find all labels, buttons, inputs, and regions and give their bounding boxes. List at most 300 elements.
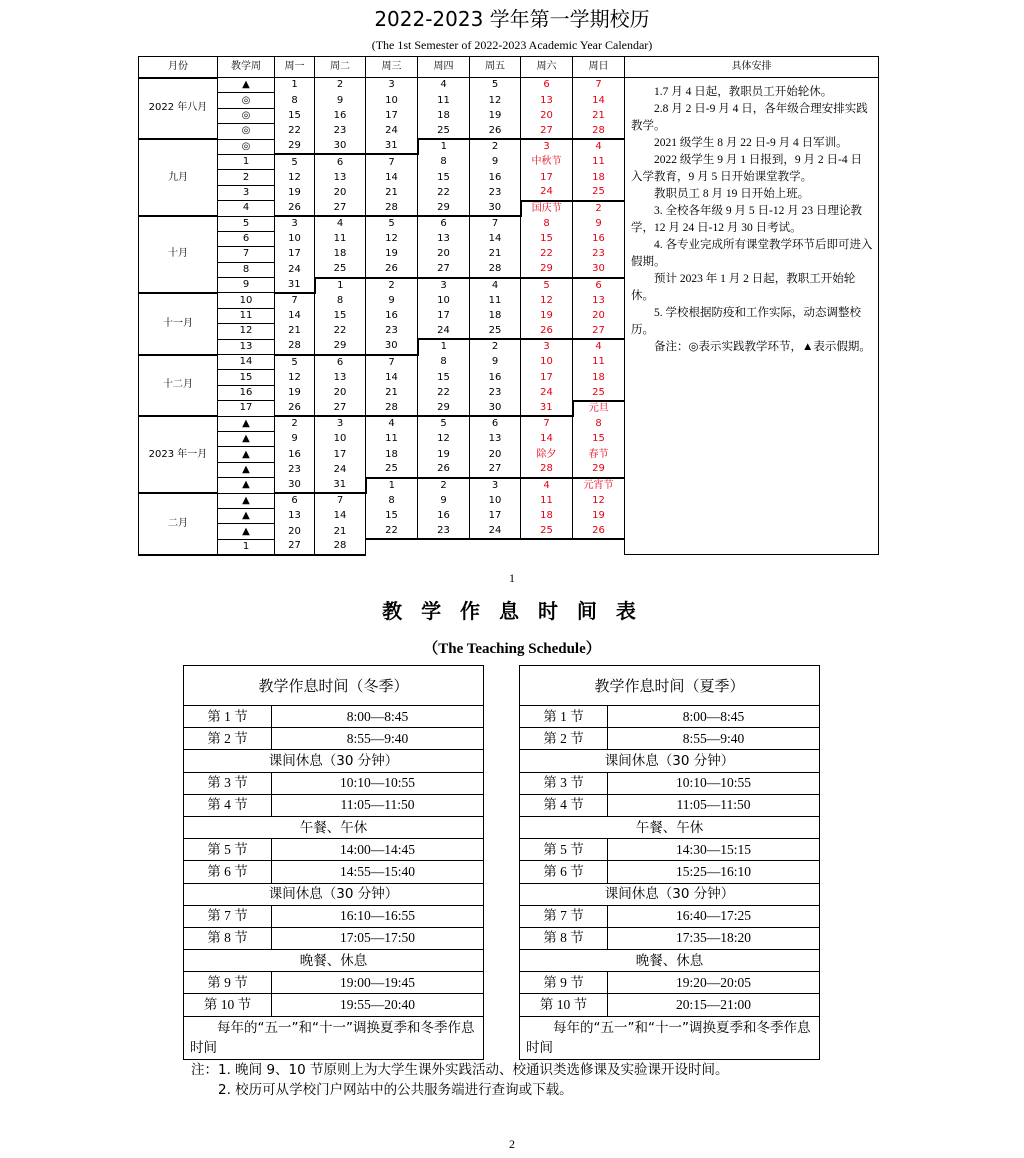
teaching-week: ▲ <box>218 416 275 431</box>
teaching-week: 4 <box>218 201 275 216</box>
teaching-week: 9 <box>218 278 275 293</box>
month-label: 十月 <box>139 216 218 293</box>
calendar-day: 28 <box>315 539 366 555</box>
calendar-day: 21 <box>470 247 521 262</box>
calendar-day: 17 <box>470 508 521 523</box>
schedule-row <box>520 816 820 838</box>
schedule-row <box>520 750 820 772</box>
teaching-week: ▲ <box>218 447 275 462</box>
calendar-day: 9 <box>573 216 625 231</box>
period-time: 20:15—21:00 <box>608 994 820 1016</box>
schedule-row <box>520 839 820 861</box>
calendar-day: 15 <box>418 370 470 385</box>
month-label: 2022 年八月 <box>139 78 218 140</box>
calendar-day: 3 <box>275 216 315 231</box>
calendar-day: 6 <box>418 216 470 231</box>
period-time: 16:10—16:55 <box>272 905 484 927</box>
schedule-title: 教 学 作 息 时 间 表 <box>382 599 642 623</box>
calendar-day: 20 <box>275 524 315 539</box>
schedule-row <box>184 794 484 816</box>
calendar-day: 8 <box>573 416 625 431</box>
schedule-row <box>520 861 820 883</box>
month-label: 十二月 <box>139 355 218 417</box>
calendar-day: 30 <box>573 262 625 277</box>
calendar-day: 21 <box>366 385 418 400</box>
calendar-day: 9 <box>315 93 366 108</box>
calendar-day: 13 <box>470 431 521 446</box>
calendar-header-row <box>139 57 879 78</box>
calendar-day: 16 <box>315 108 366 123</box>
calendar-day: 22 <box>275 124 315 139</box>
calendar-day: 28 <box>275 339 315 354</box>
break-label: 晚餐、休息 <box>184 950 484 972</box>
calendar-day: 3 <box>470 478 521 493</box>
calendar-day: 12 <box>366 231 418 246</box>
schedule-notes <box>191 1060 729 1100</box>
teaching-week: 2 <box>218 170 275 185</box>
calendar-day: 21 <box>275 324 315 339</box>
calendar-day: 6 <box>470 416 521 431</box>
calendar-day: 5 <box>366 216 418 231</box>
teaching-week: 1 <box>218 154 275 169</box>
calendar-day: 10 <box>366 93 418 108</box>
calendar-day: 19 <box>521 308 573 323</box>
calendar-day: 5 <box>418 416 470 431</box>
calendar-day: 22 <box>418 185 470 200</box>
calendar-day: 7 <box>366 355 418 370</box>
month-label: 十一月 <box>139 293 218 355</box>
calendar-day: 8 <box>366 493 418 508</box>
teaching-week: ◎ <box>218 93 275 108</box>
calendar-day: 除夕 <box>521 447 573 462</box>
calendar-day: 8 <box>521 216 573 231</box>
period-time: 11:05—11:50 <box>272 794 484 816</box>
calendar-day: 2 <box>470 339 521 354</box>
calendar-day: 16 <box>573 231 625 246</box>
arrangement-note: 3. 全校各年级 9 月 5 日-12 月 23 日理论教学，12 月 24 日-12 月 30 日考试。 <box>631 205 862 234</box>
calendar-day: 4 <box>470 278 521 293</box>
calendar-day: 20 <box>315 385 366 400</box>
calendar-day: 16 <box>366 308 418 323</box>
calendar-day: 23 <box>418 524 470 539</box>
calendar-day: 3 <box>521 339 573 354</box>
calendar-day: 18 <box>418 108 470 123</box>
calendar-day: 29 <box>275 139 315 154</box>
calendar-day: 24 <box>275 262 315 277</box>
calendar-day: 12 <box>275 170 315 185</box>
calendar-day: 15 <box>315 308 366 323</box>
calendar-day: 8 <box>418 355 470 370</box>
calendar-day: 16 <box>470 170 521 185</box>
period-time: 17:05—17:50 <box>272 927 484 949</box>
calendar-day: 17 <box>275 247 315 262</box>
calendar-day: 7 <box>366 154 418 169</box>
calendar-day: 15 <box>366 508 418 523</box>
calendar-day: 4 <box>573 139 625 154</box>
period-label: 第 9 节 <box>520 972 608 994</box>
calendar-day: 19 <box>573 508 625 523</box>
schedule-row <box>520 883 820 905</box>
teaching-week: 6 <box>218 231 275 246</box>
calendar-day: 30 <box>275 478 315 493</box>
calendar-day: 12 <box>521 293 573 308</box>
calendar-day: 25 <box>418 124 470 139</box>
calendar-day: 22 <box>315 324 366 339</box>
period-label: 第 9 节 <box>184 972 272 994</box>
calendar-day: 24 <box>418 324 470 339</box>
calendar-day: 25 <box>315 262 366 277</box>
schedule-row <box>184 950 484 972</box>
calendar-day: 11 <box>573 355 625 370</box>
calendar-day: 15 <box>573 431 625 446</box>
calendar-day: 2 <box>315 78 366 93</box>
calendar-day: 26 <box>366 262 418 277</box>
calendar-day: 27 <box>573 324 625 339</box>
period-time: 14:55—15:40 <box>272 861 484 883</box>
winter-schedule-table <box>183 665 484 1060</box>
calendar-day: 1 <box>366 478 418 493</box>
calendar-day: 24 <box>315 462 366 477</box>
teaching-week: 13 <box>218 339 275 354</box>
arrangement-note: 2.8 月 2 日-9 月 4 日，各年级合理安排实践教学。 <box>631 103 868 132</box>
period-label: 第 8 节 <box>520 927 608 949</box>
calendar-day: 11 <box>573 154 625 169</box>
schedule-row <box>184 706 484 728</box>
calendar-day: 4 <box>366 416 418 431</box>
calendar-day: 21 <box>573 108 625 123</box>
calendar-day: 14 <box>521 431 573 446</box>
schedule-subtitle: （The Teaching Schedule） <box>423 641 601 657</box>
calendar-day: 10 <box>315 431 366 446</box>
period-label: 第 5 节 <box>184 839 272 861</box>
calendar-day: 2 <box>366 278 418 293</box>
calendar-day: 26 <box>470 124 521 139</box>
calendar-day: 4 <box>521 478 573 493</box>
calendar-day: 23 <box>366 324 418 339</box>
period-time: 17:35—18:20 <box>608 927 820 949</box>
calendar-day: 20 <box>573 308 625 323</box>
calendar-day: 25 <box>573 185 625 200</box>
break-label: 课间休息（30 分钟） <box>184 750 484 772</box>
calendar-day: 13 <box>315 370 366 385</box>
calendar-header-cell: 周六 <box>521 57 573 78</box>
calendar-day <box>470 539 521 555</box>
calendar-day: 9 <box>418 493 470 508</box>
calendar-day: 31 <box>366 139 418 154</box>
calendar-day: 7 <box>315 493 366 508</box>
break-label: 课间休息（30 分钟） <box>520 883 820 905</box>
calendar-header-cell: 周日 <box>573 57 625 78</box>
period-label: 第 7 节 <box>520 905 608 927</box>
calendar-day: 22 <box>521 247 573 262</box>
calendar-day: 14 <box>275 308 315 323</box>
calendar-day <box>418 539 470 555</box>
calendar-day: 9 <box>470 154 521 169</box>
period-time: 14:30—15:15 <box>608 839 820 861</box>
calendar-day: 3 <box>418 278 470 293</box>
period-label: 第 4 节 <box>184 794 272 816</box>
calendar-day: 23 <box>315 124 366 139</box>
calendar-header-cell: 周四 <box>418 57 470 78</box>
calendar-day: 10 <box>275 231 315 246</box>
calendar-day: 25 <box>366 462 418 477</box>
period-time: 19:20—20:05 <box>608 972 820 994</box>
teaching-week: ▲ <box>218 78 275 93</box>
calendar-day: 25 <box>521 524 573 539</box>
schedule-note: 注：1. 晚间 9、10 节原则上为大学生课外实践活动、校通识类选修课及实验课开设时间。 <box>191 1062 729 1078</box>
schedule-row <box>520 905 820 927</box>
calendar-day: 13 <box>573 293 625 308</box>
calendar-day: 11 <box>315 231 366 246</box>
calendar-day: 1 <box>315 278 366 293</box>
schedule-row <box>520 972 820 994</box>
calendar-table <box>138 56 879 556</box>
break-label: 晚餐、休息 <box>520 950 820 972</box>
month-label: 2023 年一月 <box>139 416 218 493</box>
schedule-row <box>520 927 820 949</box>
calendar-header-cell: 教学周 <box>218 57 275 78</box>
calendar-day: 17 <box>366 108 418 123</box>
calendar-day: 27 <box>315 401 366 416</box>
calendar-header-cell: 具体安排 <box>625 57 879 78</box>
period-time: 15:25—16:10 <box>608 861 820 883</box>
calendar-day: 19 <box>275 185 315 200</box>
calendar-day: 4 <box>418 78 470 93</box>
calendar-day: 23 <box>470 185 521 200</box>
break-label: 课间休息（30 分钟） <box>184 883 484 905</box>
arrangement-note: 1.7 月 4 日起，教职员工开始轮休。 <box>654 86 833 98</box>
teaching-week: ▲ <box>218 431 275 446</box>
calendar-day: 18 <box>573 170 625 185</box>
calendar-day: 7 <box>521 416 573 431</box>
calendar-day: 30 <box>315 139 366 154</box>
period-label: 第 8 节 <box>184 927 272 949</box>
calendar-day: 13 <box>275 508 315 523</box>
calendar-day: 30 <box>470 401 521 416</box>
schedule-row <box>520 706 820 728</box>
teaching-week: ▲ <box>218 508 275 523</box>
calendar-day: 20 <box>470 447 521 462</box>
calendar-day: 6 <box>275 493 315 508</box>
schedule-season-title: 教学作息时间（冬季） <box>184 666 484 706</box>
period-time: 14:00—14:45 <box>272 839 484 861</box>
teaching-week: ▲ <box>218 524 275 539</box>
calendar-day: 9 <box>470 355 521 370</box>
calendar-day: 6 <box>315 154 366 169</box>
calendar-day: 30 <box>470 201 521 216</box>
period-label: 第 2 节 <box>184 728 272 750</box>
calendar-day: 1 <box>275 78 315 93</box>
schedule-row <box>184 905 484 927</box>
teaching-week: 7 <box>218 247 275 262</box>
calendar-day: 元宵节 <box>573 478 625 493</box>
calendar-day: 16 <box>275 447 315 462</box>
period-label: 第 3 节 <box>184 772 272 794</box>
calendar-day: 5 <box>521 278 573 293</box>
calendar-day: 9 <box>366 293 418 308</box>
schedule-row <box>184 927 484 949</box>
arrangement-note: 2022 级学生 9 月 1 日报到，9 月 2 日-4 日入学教育，9 月 5 日开始课堂教学。 <box>631 154 862 183</box>
calendar-day: 27 <box>418 262 470 277</box>
calendar-day: 6 <box>315 355 366 370</box>
calendar-day: 5 <box>275 154 315 169</box>
calendar-day: 19 <box>275 385 315 400</box>
page-number: 2 <box>509 1137 515 1151</box>
schedule-row <box>184 839 484 861</box>
calendar-day: 27 <box>521 124 573 139</box>
calendar-day: 1 <box>418 139 470 154</box>
calendar-day: 8 <box>315 293 366 308</box>
calendar-subtitle: (The 1st Semester of 2022-2023 Academic Year Calendar) <box>371 38 653 52</box>
calendar-day: 2 <box>275 416 315 431</box>
calendar-day: 25 <box>470 324 521 339</box>
calendar-day: 3 <box>366 78 418 93</box>
calendar-day: 26 <box>521 324 573 339</box>
period-label: 第 6 节 <box>520 861 608 883</box>
calendar-day: 31 <box>275 278 315 293</box>
calendar-day: 18 <box>521 508 573 523</box>
calendar-day: 11 <box>366 431 418 446</box>
calendar-day: 22 <box>418 385 470 400</box>
calendar-day: 21 <box>366 185 418 200</box>
calendar-day: 12 <box>573 493 625 508</box>
calendar-day: 29 <box>573 462 625 477</box>
period-label: 第 1 节 <box>184 706 272 728</box>
calendar-day: 24 <box>521 385 573 400</box>
period-label: 第 4 节 <box>520 794 608 816</box>
schedule-row <box>184 883 484 905</box>
teaching-week: 8 <box>218 262 275 277</box>
calendar-day: 19 <box>366 247 418 262</box>
calendar-day <box>366 539 418 555</box>
period-time: 19:00—19:45 <box>272 972 484 994</box>
teaching-week: ◎ <box>218 124 275 139</box>
arrangement-note: 4. 各专业完成所有课堂教学环节后即可进入假期。 <box>631 239 873 268</box>
arrangement-note: 备注：◎表示实践教学环节，▲表示假期。 <box>654 341 871 353</box>
calendar-day: 10 <box>418 293 470 308</box>
calendar-day: 17 <box>521 370 573 385</box>
calendar-day: 19 <box>418 447 470 462</box>
teaching-week: 3 <box>218 185 275 200</box>
period-label: 第 5 节 <box>520 839 608 861</box>
calendar-day: 26 <box>275 401 315 416</box>
calendar-day: 29 <box>418 401 470 416</box>
calendar-day: 5 <box>275 355 315 370</box>
calendar-day: 28 <box>521 462 573 477</box>
calendar-row <box>139 78 879 93</box>
period-label: 第 2 节 <box>520 728 608 750</box>
calendar-day: 23 <box>470 385 521 400</box>
calendar-day: 24 <box>470 524 521 539</box>
calendar-day: 11 <box>470 293 521 308</box>
schedule-row <box>520 950 820 972</box>
month-label: 二月 <box>139 493 218 555</box>
period-time: 11:05—11:50 <box>608 794 820 816</box>
calendar-day: 2 <box>470 139 521 154</box>
teaching-week: ◎ <box>218 108 275 123</box>
calendar-title: 2022-2023 学年第一学期校历 <box>374 7 650 31</box>
period-time: 8:55—9:40 <box>608 728 820 750</box>
calendar-day: 6 <box>521 78 573 93</box>
arrangement-note: 2021 级学生 8 月 22 日-9 月 4 日军训。 <box>654 137 848 149</box>
calendar-day: 28 <box>573 124 625 139</box>
calendar-day: 18 <box>315 247 366 262</box>
calendar-day: 26 <box>275 201 315 216</box>
schedule-row <box>184 816 484 838</box>
calendar-day: 14 <box>573 93 625 108</box>
period-label: 第 3 节 <box>520 772 608 794</box>
period-label: 第 1 节 <box>520 706 608 728</box>
calendar-day: 国庆节 <box>521 201 573 216</box>
calendar-day: 29 <box>418 201 470 216</box>
calendar-day: 31 <box>315 478 366 493</box>
calendar-day: 29 <box>521 262 573 277</box>
calendar-day: 6 <box>573 278 625 293</box>
calendar-day: 27 <box>315 201 366 216</box>
calendar-day: 20 <box>418 247 470 262</box>
arrangement-note: 预计 2023 年 1 月 2 日起，教职工开始轮休。 <box>631 273 856 302</box>
calendar-day: 5 <box>470 78 521 93</box>
schedule-row <box>184 994 484 1016</box>
teaching-week: 16 <box>218 385 275 400</box>
period-label: 第 10 节 <box>520 994 608 1016</box>
teaching-week: 1 <box>218 539 275 555</box>
calendar-day: 4 <box>573 339 625 354</box>
calendar-day: 13 <box>418 231 470 246</box>
calendar-day: 12 <box>470 93 521 108</box>
calendar-day: 24 <box>366 124 418 139</box>
calendar-day: 19 <box>470 108 521 123</box>
period-time: 16:40—17:25 <box>608 905 820 927</box>
calendar-header-cell: 周三 <box>366 57 418 78</box>
calendar-day: 25 <box>573 385 625 400</box>
calendar-day: 中秋节 <box>521 154 573 169</box>
calendar-day: 23 <box>573 247 625 262</box>
calendar-day: 13 <box>315 170 366 185</box>
calendar-day: 18 <box>470 308 521 323</box>
teaching-week: 17 <box>218 401 275 416</box>
calendar-day: 14 <box>366 170 418 185</box>
calendar-day: 16 <box>470 370 521 385</box>
calendar-day: 14 <box>315 508 366 523</box>
schedule-row <box>184 972 484 994</box>
calendar-day: 2 <box>418 478 470 493</box>
schedule-row <box>184 750 484 772</box>
schedule-row <box>520 772 820 794</box>
calendar-day: 10 <box>470 493 521 508</box>
summer-schedule-table <box>519 665 820 1060</box>
calendar-header-cell: 周五 <box>470 57 521 78</box>
schedule-row <box>184 861 484 883</box>
period-label: 第 6 节 <box>184 861 272 883</box>
calendar-day: 29 <box>315 339 366 354</box>
period-label: 第 7 节 <box>184 905 272 927</box>
calendar-day: 28 <box>366 401 418 416</box>
calendar-day: 9 <box>275 431 315 446</box>
calendar-day: 23 <box>275 462 315 477</box>
calendar-day: 15 <box>418 170 470 185</box>
period-time: 10:10—10:55 <box>608 772 820 794</box>
period-time: 10:10—10:55 <box>272 772 484 794</box>
period-label: 第 10 节 <box>184 994 272 1016</box>
calendar-day: 15 <box>275 108 315 123</box>
calendar-day: 1 <box>418 339 470 354</box>
break-label: 午餐、午休 <box>520 816 820 838</box>
calendar-day: 17 <box>521 170 573 185</box>
teaching-week: ▲ <box>218 478 275 493</box>
calendar-day: 31 <box>521 401 573 416</box>
schedule-season-title: 教学作息时间（夏季） <box>520 666 820 706</box>
